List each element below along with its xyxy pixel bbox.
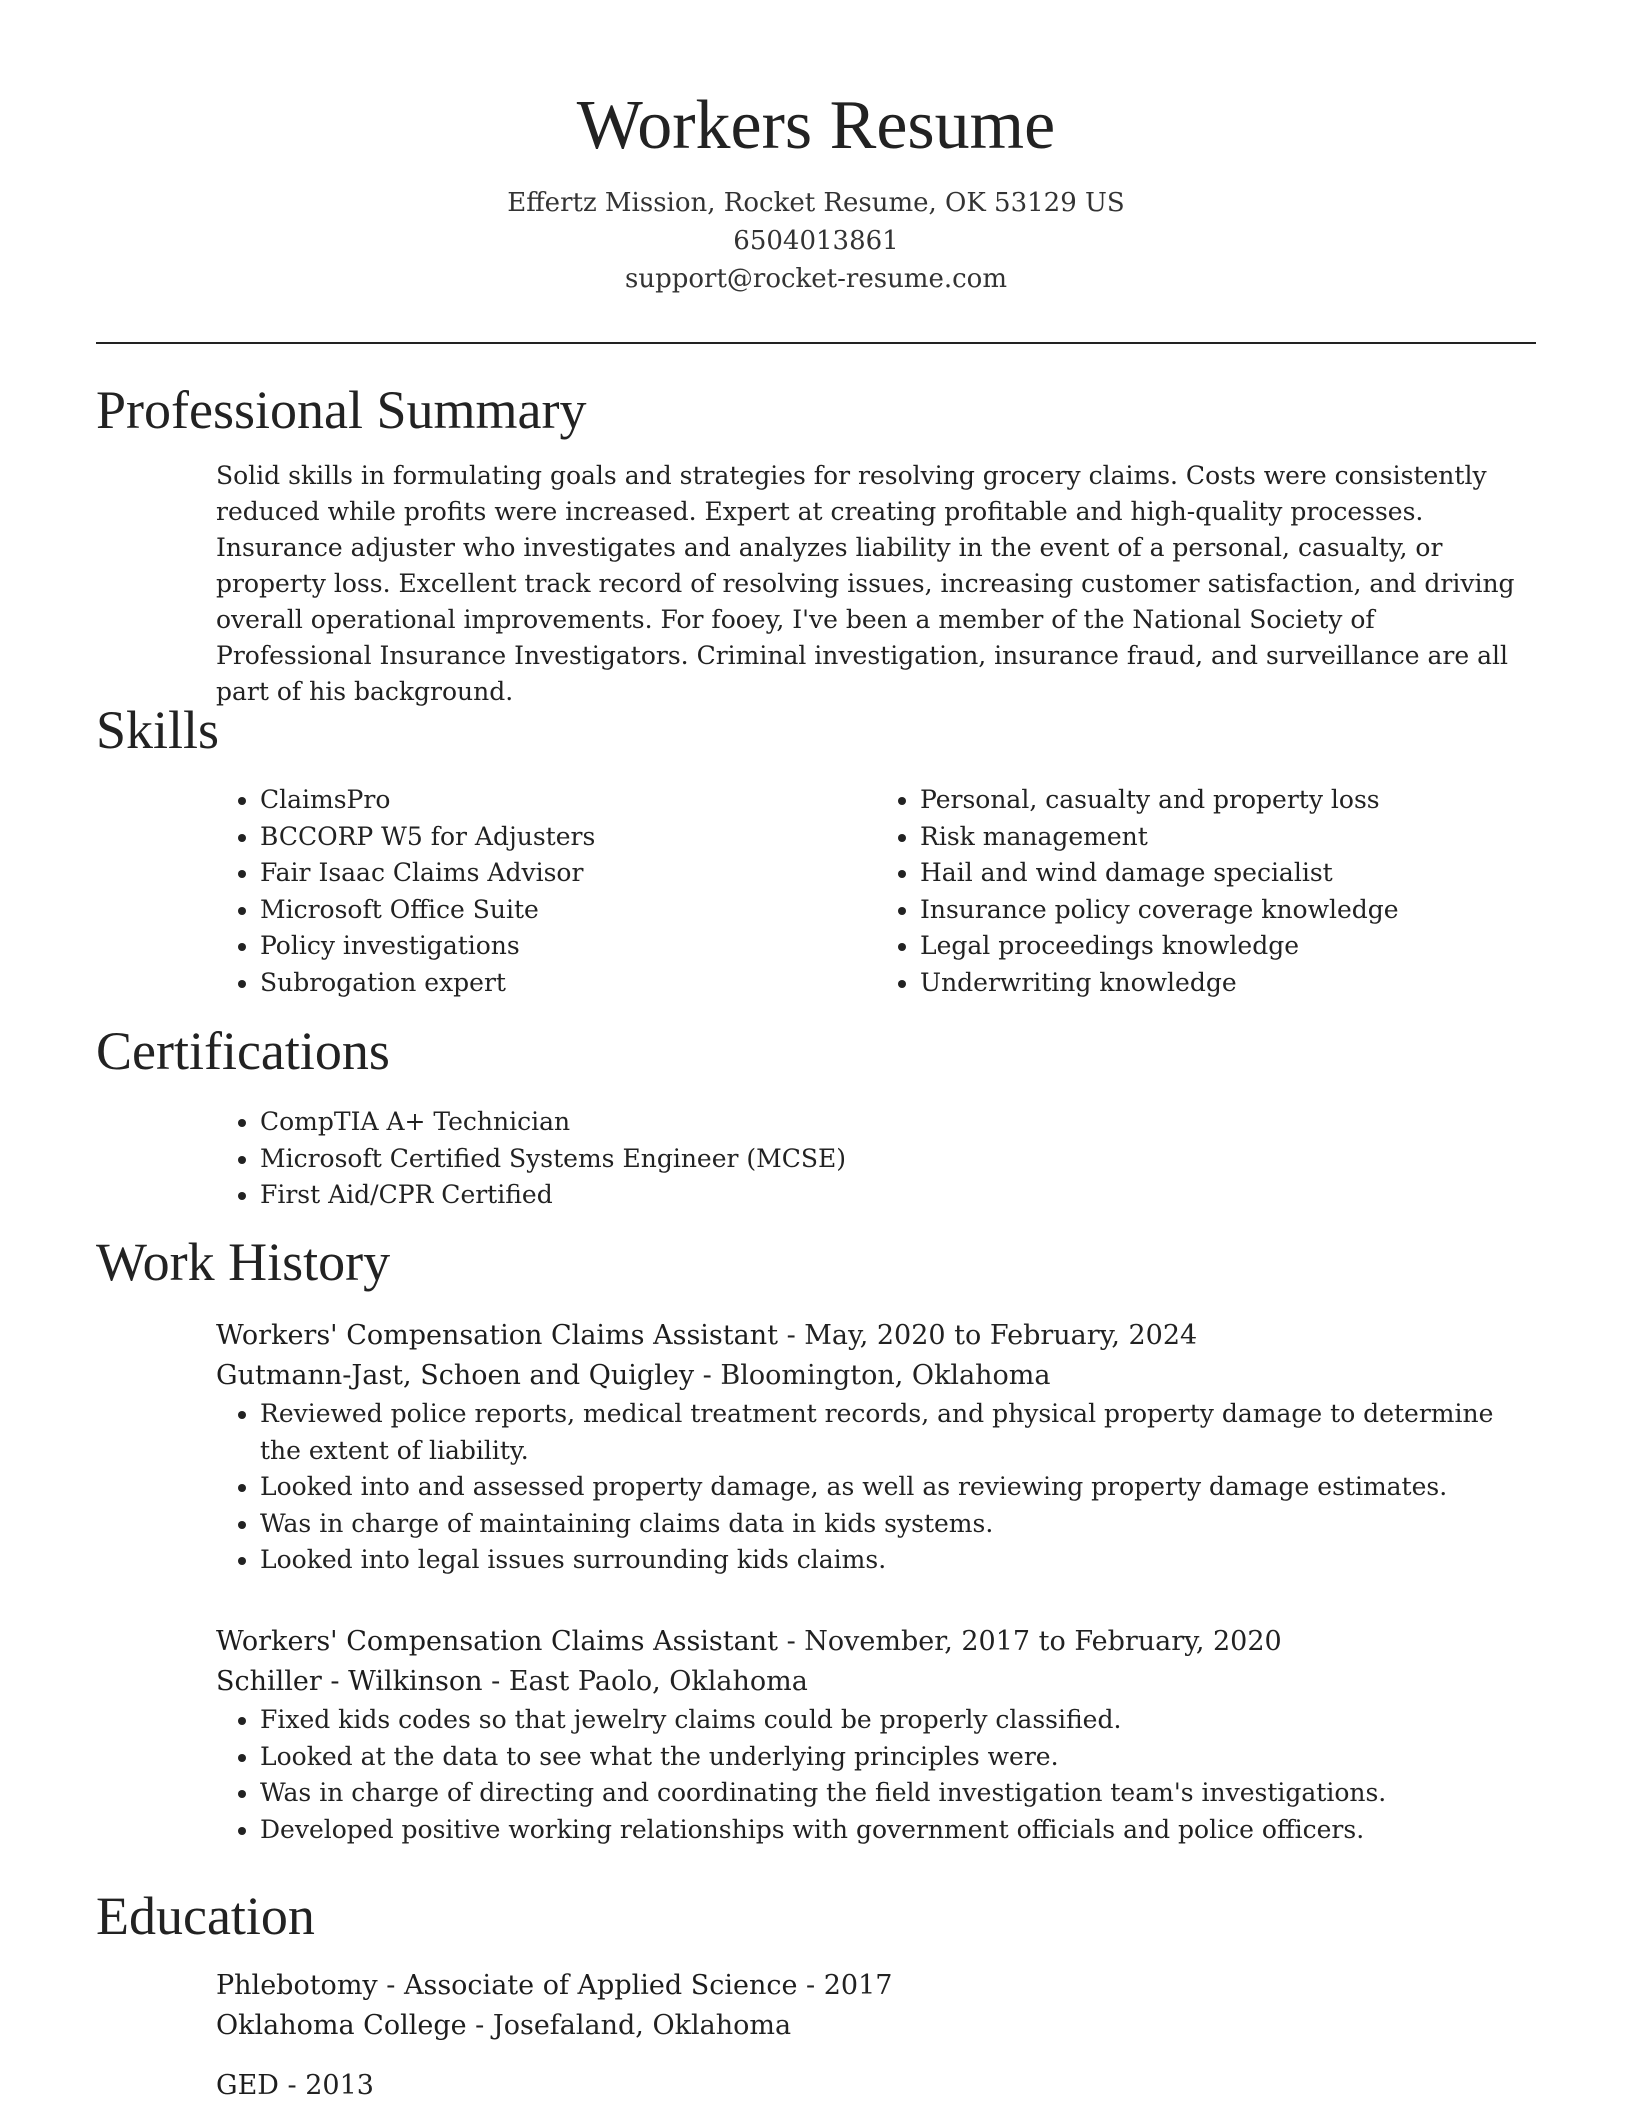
list-item: • BCCORP W5 for Adjusters	[260, 819, 876, 856]
list-item: • Fair Isaac Claims Advisor	[260, 855, 876, 892]
job-location: East Paolo, Oklahoma	[508, 1666, 808, 1697]
job-position: Workers' Compensation Claims Assistant	[216, 1320, 778, 1351]
skills-heading: Skills	[96, 700, 220, 760]
list-item: • Legal proceedings knowledge	[920, 928, 1536, 965]
list-item: • Subrogation expert	[260, 965, 876, 1002]
list-item: • Looked at the data to see what the underlying principles were.	[260, 1739, 1536, 1776]
summary-heading: Professional Summary	[96, 380, 587, 440]
list-item: • Looked into and assessed property damage, as well as reviewing property damage estimates.	[260, 1469, 1536, 1506]
job-location: Bloomington, Oklahoma	[720, 1360, 1051, 1391]
job-entry	[216, 1622, 1536, 1848]
list-item: • Fixed kids codes so that jewelry claims could be properly classified.	[260, 1702, 1536, 1739]
email: support@rocket-resume.com	[624, 264, 1007, 294]
list-item: • ClaimsPro	[260, 782, 876, 819]
list-item: • Microsoft Office Suite	[260, 892, 876, 929]
job-company-line: Schiller - Wilkinson - East Paolo, Oklahoma	[216, 1666, 808, 1697]
skills-list-right	[876, 782, 1536, 1001]
job-company: Gutmann-Jast, Schoen and Quigley	[216, 1360, 695, 1391]
address: Effertz Mission, Rocket Resume, OK 53129 US	[507, 188, 1125, 218]
list-item: • Insurance policy coverage knowledge	[920, 892, 1536, 929]
skills-section	[216, 782, 1536, 1001]
job-duties	[216, 1396, 1536, 1579]
certifications-section	[216, 1104, 1536, 1214]
list-item: • Reviewed police reports, medical treatment records, and physical property damage to determine the extent of liability.	[260, 1396, 1536, 1469]
school-location: Josefaland, Oklahoma	[492, 2010, 792, 2041]
certifications-heading: Certifications	[96, 1021, 390, 1081]
list-item: • Looked into legal issues surrounding kids claims.	[260, 1542, 1536, 1579]
list-item: • Was in charge of directing and coordinating the field investigation team's investigations.	[260, 1775, 1536, 1812]
list-item: • Risk management	[920, 819, 1536, 856]
list-item: • Underwriting knowledge	[920, 965, 1536, 1002]
education-entry	[216, 2066, 1536, 2106]
education-entry	[216, 1966, 1536, 2046]
degree-year: 2013	[305, 2070, 374, 2101]
work-history-heading: Work History	[96, 1232, 391, 1292]
list-item: • First Aid/CPR Certified	[260, 1177, 1536, 1214]
resume-header	[0, 0, 1632, 298]
job-duties	[216, 1702, 1536, 1848]
summary-text: Solid skills in formulating goals and strategies for resolving grocery claims. Costs were consistently reduced while profits were increased. Expert at creating profitable and high-quality processes. Insurance adjuster who investigates and analyzes liability in the event of a personal, casualty, or property loss. Excellent track record of resolving issues, increasing customer satisfaction, and driving overall operational improvements. For fooey, I've been a member of the National Society of Professional Insurance Investigators. Criminal investigation, insurance fraud, and surveillance are all part of his background.	[216, 461, 1515, 706]
school-name: Oklahoma College	[216, 2010, 467, 2041]
list-item: • Personal, casualty and property loss	[920, 782, 1536, 819]
job-company-line: Gutmann-Jast, Schoen and Quigley - Bloomington, Oklahoma	[216, 1360, 1051, 1391]
list-item: • Microsoft Certified Systems Engineer (MCSE)	[260, 1141, 1536, 1178]
certifications-list	[216, 1104, 1536, 1214]
phone: 6504013861	[733, 226, 899, 256]
skills-list-left	[216, 782, 876, 1001]
job-entry	[216, 1316, 1536, 1579]
list-item: • Policy investigations	[260, 928, 876, 965]
degree-line: Phlebotomy - Associate of Applied Science - 2017	[216, 1970, 893, 2001]
job-title-line: Workers' Compensation Claims Assistant - November, 2017 to February, 2020	[216, 1626, 1282, 1657]
job-dates: May, 2020 to February, 2024	[804, 1320, 1198, 1351]
degree-year: 2017	[823, 1970, 893, 2001]
list-item: • Developed positive working relationships with government officials and police officers.	[260, 1812, 1536, 1849]
degree-field: Phlebotomy	[216, 1970, 378, 2001]
school-line: Oklahoma College - Josefaland, Oklahoma	[216, 2010, 792, 2041]
job-title-line: Workers' Compensation Claims Assistant - May, 2020 to February, 2024	[216, 1320, 1198, 1351]
degree-level: Associate of Applied Science	[403, 1970, 798, 2001]
candidate-name: Workers Resume	[576, 87, 1056, 164]
list-item: • Hail and wind damage specialist	[920, 855, 1536, 892]
education-heading: Education	[96, 1886, 315, 1946]
list-item: • Was in charge of maintaining claims data in kids systems.	[260, 1506, 1536, 1543]
degree-line: GED - 2013	[216, 2070, 374, 2101]
header-divider	[96, 342, 1536, 344]
job-position: Workers' Compensation Claims Assistant	[216, 1626, 778, 1657]
list-item: • CompTIA A+ Technician	[260, 1104, 1536, 1141]
job-dates: November, 2017 to February, 2020	[804, 1626, 1282, 1657]
degree-field: GED	[216, 2070, 279, 2101]
summary-section	[216, 458, 1536, 710]
job-company: Schiller - Wilkinson	[216, 1666, 483, 1697]
contact-info	[0, 184, 1632, 298]
